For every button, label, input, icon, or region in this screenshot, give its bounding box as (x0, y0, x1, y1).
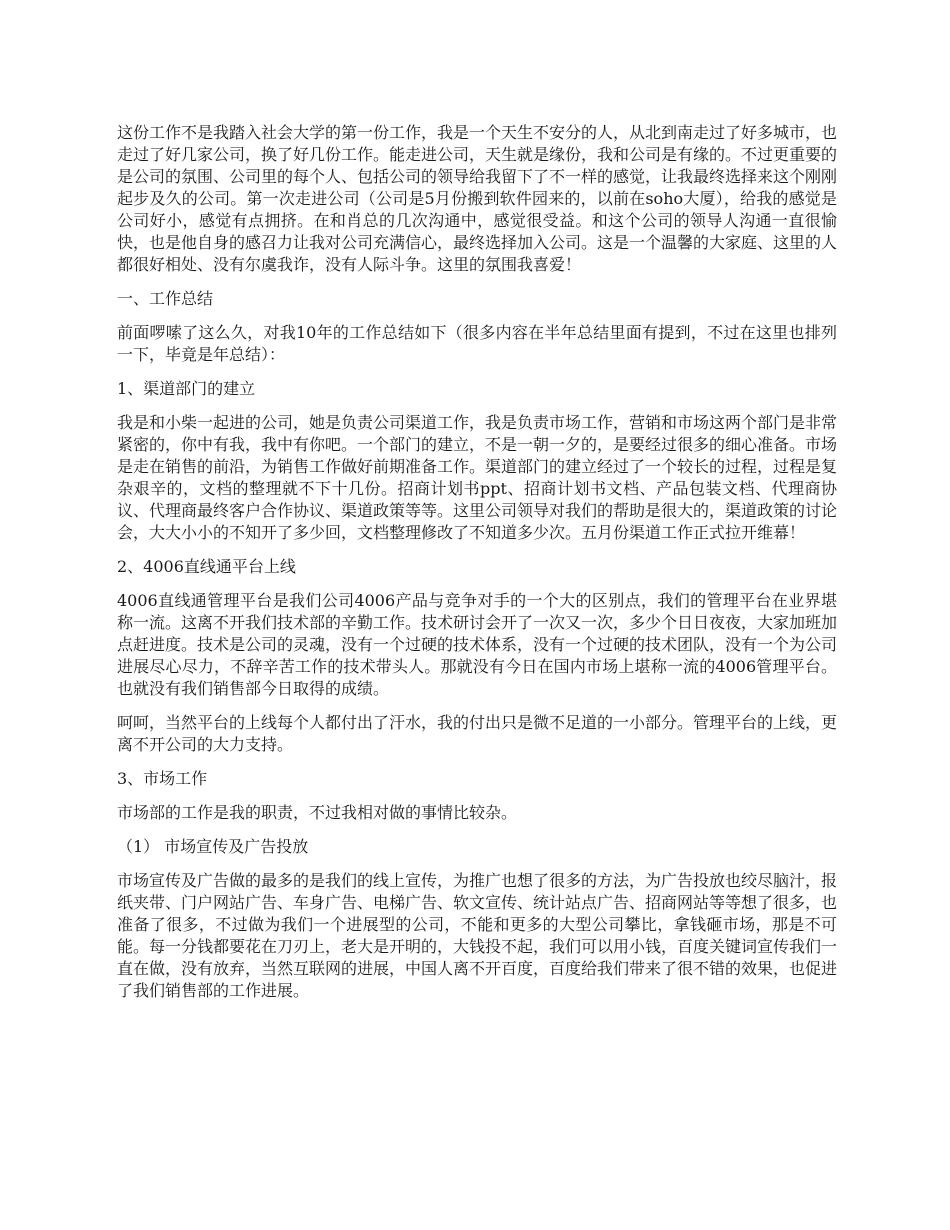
document-page (117, 122, 837, 1014)
summary-intro-paragraph: 前面啰嗦了这么久，对我10年的工作总结如下（很多内容在半年总结里面有提到，不过在这里也排列一下，毕竟是年总结）： (117, 323, 837, 364)
section-heading-work-summary: 一、工作总结 (117, 289, 214, 308)
subheading-market-promotion: （1） 市场宣传及广告投放 (117, 837, 309, 856)
intro-paragraph: 这份工作不是我踏入社会大学的第一份工作，我是一个天生不安分的人，从北到南走过了好多城市，也走过了好几家公司，换了好几份工作。能走进公司，天生就是缘份，我和公司是有缘的。不过更重要的是公司的氛围、公司里的每个人、包括公司的领导给我留下了不一样的感觉，让我最终选择来这个刚刚起步及久的公司。第一次走进公司（公司是5月份搬到软件园来的，以前在soho大厦），给我的感觉是公司好小，感觉有点拥挤。在和肖总的几次沟通中，感觉很受益。和这个公司的领导人沟通一直很愉快，也是他自身的感召力让我对公司充满信心，最终选择加入公司。这是一个温馨的大家庭、这里的人都很好相处、没有尔虞我诈，没有人际斗争。这里的氛围我喜爱！ (117, 123, 838, 274)
market-work-paragraph: 市场部的工作是我的职责，不过我相对做的事情比较杂。 (117, 803, 518, 822)
subheading-market-work: 3、市场工作 (117, 769, 208, 788)
channel-department-paragraph: 我是和小柴一起进的公司，她是负责公司渠道工作，我是负责市场工作，营销和市场这两个部门是非常紧密的，你中有我，我中有你吧。一个部门的建立，不是一朝一夕的，是要经过很多的细心准备。市场是走在销售的前沿，为销售工作做好前期准备工作。渠道部门的建立经过了一个较长的过程，过程是复杂艰辛的，文档的整理就不下十几份。招商计划书ppt、招商计划书文档、产品包装文档、代理商协议、代理商最终客户合作协议、渠道政策等等。这里公司领导对我们的帮助是很大的，渠道政策的讨论会，大大小小的不知开了多少回，文档整理修改了不知道多少次。五月份渠道工作正式拉开维幕！ (117, 413, 838, 542)
platform-support-paragraph: 呵呵，当然平台的上线每个人都付出了汗水，我的付出只是微不足道的一小部分。管理平台的上线，更离不开公司的大力支持。 (117, 713, 838, 754)
market-promotion-paragraph: 市场宣传及广告做的最多的是我们的线上宣传，为推广也想了很多的方法，为广告投放也绞尽脑汁，报纸夹带、门户网站广告、车身广告、电梯广告、软文宣传、统计站点广告、招商网站等等想了很多，也准备了很多，不过做为我们一个进展型的公司，不能和更多的大型公司攀比，拿钱砸市场，那是不可能。每一分钱都要花在刀刃上，老大是开明的，大钱投不起，我们可以用小钱，百度关键词宣传我们一直在做，没有放弃，当然互联网的进展，中国人离不开百度，百度给我们带来了很不错的效果，也促进了我们销售部的工作进展。 (117, 871, 838, 1000)
subheading-4006-platform: 2、4006直线通平台上线 (117, 557, 296, 576)
platform-paragraph: 4006直线通管理平台是我们公司4006产品与竞争对手的一个大的区别点，我们的管理平台在业界堪称一流。这离不开我们技术部的辛勤工作。技术研讨会开了一次又一次，多少个日日夜夜，大家加班加点赶进度。技术是公司的灵魂，没有一个过硬的技术体系，没有一个过硬的技术团队，没有一个为公司进展尽心尽力，不辞辛苦工作的技术带头人。那就没有今日在国内市场上堪称一流的4006管理平台。也就没有我们销售部今日取得的成绩。 (117, 591, 838, 698)
subheading-channel-department: 1、渠道部门的建立 (117, 379, 256, 398)
